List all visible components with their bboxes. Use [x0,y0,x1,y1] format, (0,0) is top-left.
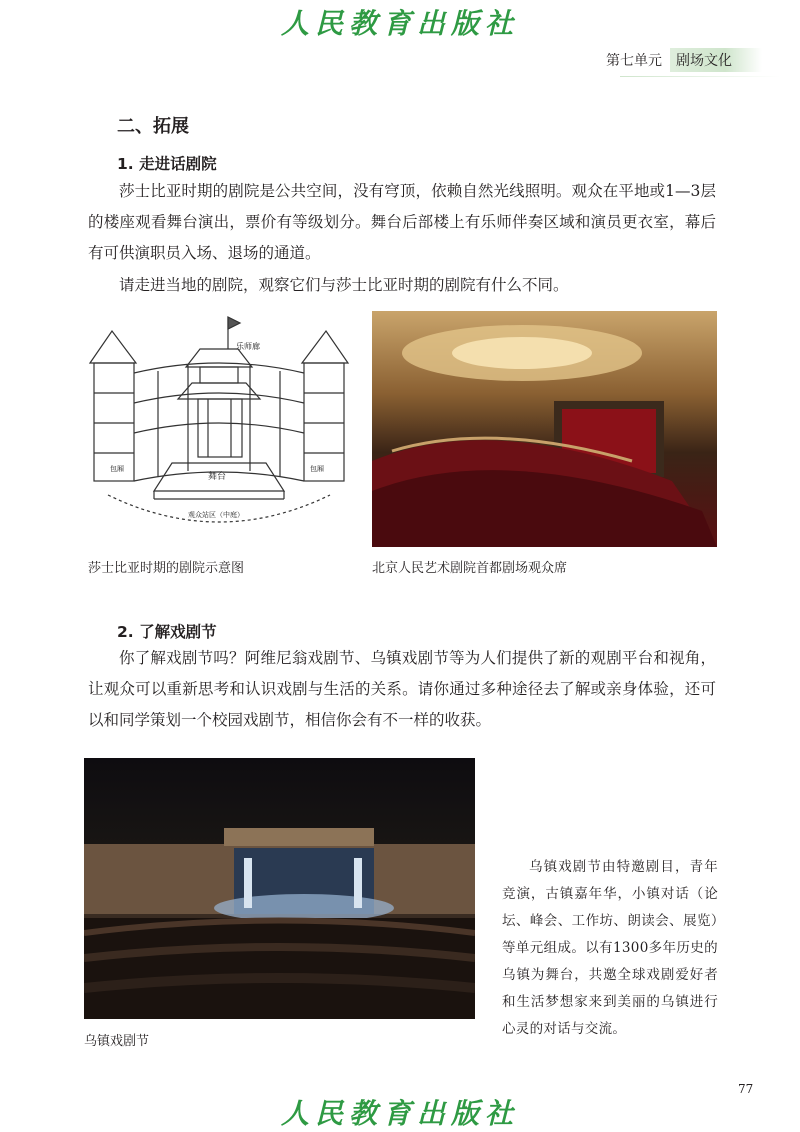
label-pit: 观众站区（中庭） [188,511,244,519]
page-number: 77 [738,1082,754,1096]
figure2-caption: 北京人民艺术剧院首都剧场观众席 [372,561,568,576]
chapter-rule [620,76,780,77]
unit-label: 第七单元 [606,53,662,69]
label-stage: 舞台 [208,472,227,482]
label-left-box: 包厢 [110,465,124,473]
publisher-logo-header: 人民教育出版社 [280,7,519,40]
wuzhen-side-note: 乌镇戏剧节由特邀剧目，青年竞演，古镇嘉年华，小镇对话（论坛、峰会、工作坊、朗读会、展览）等单元组成。以有1300多年历史的乌镇为舞台，共邀全球戏剧爱好者和生活梦想家来到美丽的乌镇进行心灵的对话与交流。 [502,859,718,1037]
topic-label: 剧场文化 [670,48,762,72]
part1-paragraph-1: 莎士比亚时期的剧院是公共空间，没有穹顶，依赖自然光线照明。观众在平地或1—3层的楼座观看舞台演出，票价有等级划分。舞台后部楼上有乐师伴奏区域和演员更衣室，幕后有可供演职员入场、退场的通道。 [88,182,716,262]
wuzhen-festival-photo [84,758,475,1019]
section-title: 二、拓展 [117,116,189,137]
publisher-logo-footer: 人民教育出版社 [280,1097,519,1130]
label-musicians: 乐师廊 [236,342,260,351]
globe-theatre-drawing [88,313,350,549]
part2-title: 2. 了解戏剧节 [117,623,217,641]
part2-paragraph: 你了解戏剧节吗？阿维尼翁戏剧节、乌镇戏剧节等为人们提供了新的观剧平台和视角，让观众可以重新思考和认识戏剧与生活的关系。请你通过多种途径去了解或亲身体验，还可以和同学策划一个校园戏剧节，相信你会有不一样的收获。 [88,649,716,729]
figure3-caption: 乌镇戏剧节 [84,1034,150,1049]
auditorium-illustration [372,311,717,547]
figure1-caption: 莎士比亚时期的剧院示意图 [88,561,245,576]
label-right-box: 包厢 [310,465,324,473]
capital-theatre-photo [372,311,717,547]
part1-paragraph-2: 请走进当地的剧院，观察它们与莎士比亚时期的剧院有什么不同。 [119,276,569,294]
festival-illustration [84,758,475,1019]
globe-theatre-sketch [88,313,350,549]
part1-title: 1. 走进话剧院 [117,155,217,173]
chapter-tab [606,48,762,72]
